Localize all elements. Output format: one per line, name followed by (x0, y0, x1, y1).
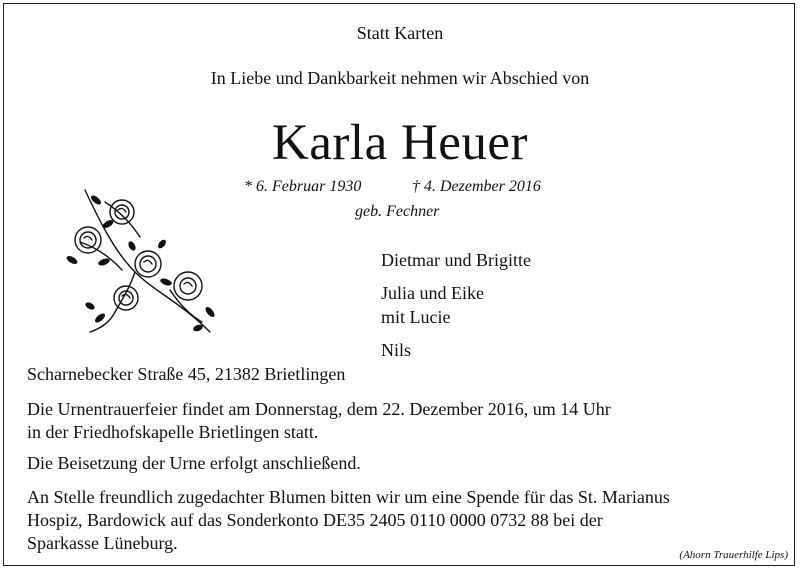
credit: (Ahorn Trauerhilfe Lips) (679, 549, 788, 561)
death-date: † 4. Dezember 2016 (412, 178, 541, 195)
mourner-1: Dietmar und Brigitte (381, 250, 531, 270)
maiden-name: geb. Fechner (355, 203, 440, 220)
donation-line-1: An Stelle freundlich zugedachter Blumen bitten wir um eine Spende für das St. Marianus (27, 487, 670, 507)
roses-illustration-icon (60, 182, 230, 337)
ceremony-line-1: Die Urnentrauerfeier findet am Donnerstag, dem 22. Dezember 2016, um 14 Uhr (27, 399, 611, 419)
donation-line-2: Hospiz, Bardowick auf das Sonderkonto DE35 2405 0110 0000 0732 88 bei der (27, 510, 603, 530)
deceased-name: Karla Heuer (271, 115, 529, 171)
donation-line-3: Sparkasse Lüneburg. (27, 533, 178, 553)
intro-line: In Liebe und Dankbarkeit nehmen wir Abschied von (210, 68, 590, 88)
address: Scharnebecker Straße 45, 21382 Brietlingen (27, 364, 346, 384)
statt-karten: Statt Karten (356, 23, 444, 43)
mourner-2: Julia und Eike (381, 283, 484, 303)
birth-date: * 6. Februar 1930 (244, 178, 362, 195)
burial-line: Die Beisetzung der Urne erfolgt anschließend. (27, 453, 361, 473)
ceremony-line-2: in der Friedhofskapelle Brietlingen statt. (27, 422, 319, 442)
mourner-4: Nils (381, 340, 412, 360)
mourner-3: mit Lucie (381, 307, 451, 327)
